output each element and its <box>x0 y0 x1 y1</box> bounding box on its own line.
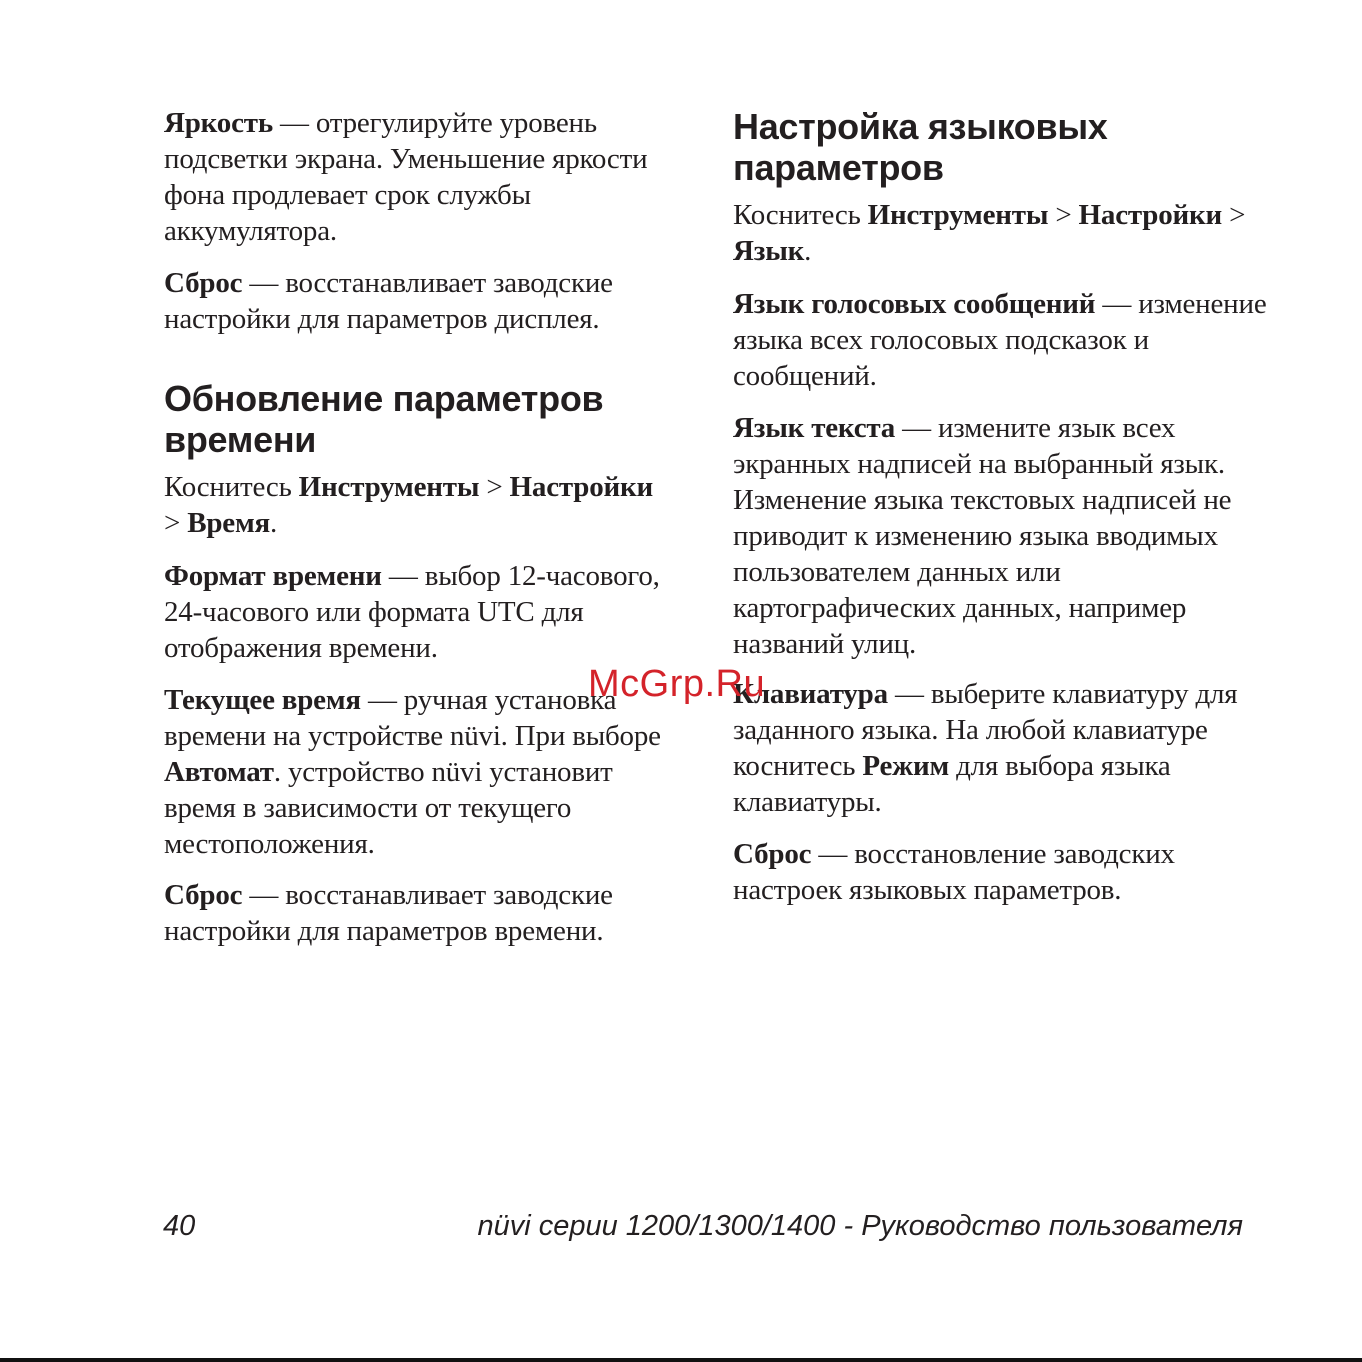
bottom-rule <box>0 1358 1362 1362</box>
time-reset-term: Сброс <box>164 879 243 911</box>
manual-title: nüvi серии 1200/1300/1400 - Руководство пользователя <box>477 1210 1243 1242</box>
page-number: 40 <box>163 1210 196 1242</box>
language-reset-term: Сброс <box>733 838 812 870</box>
language-reset-paragraph: Сброс — восстановление заводских настроек языковых параметров. <box>733 838 1175 906</box>
keyboard-paragraph: Клавиатура — выберите клавиатуру для заданного языка. На любой клавиатуре коснитесь Режим для выбора языка клавиатуры. <box>733 678 1238 818</box>
voice-language-term: Язык голосовых сообщений <box>733 288 1096 320</box>
brightness-term: Яркость <box>164 107 273 139</box>
keyboard-term: Клавиатура <box>733 678 888 710</box>
time-reset-paragraph: Сброс — восстанавливает заводские настройки для параметров времени. <box>164 879 613 947</box>
language-section-heading: Настройка языковых параметров <box>733 106 1108 188</box>
time-section-heading: Обновление параметров времени <box>164 378 604 460</box>
brightness-paragraph: Яркость — отрегулируйте уровень подсветки экрана. Уменьшение яркости фона продлевает срок службы аккумулятора. <box>164 107 648 247</box>
time-nav-path: Коснитесь Инструменты > Настройки > Время. <box>164 471 654 539</box>
voice-language-paragraph: Язык голосовых сообщений — изменение языка всех голосовых подсказок и сообщений. <box>733 288 1267 392</box>
current-time-paragraph: Текущее время — ручная установка времени на устройстве nüvi. При выборе Автомат. устройство nüvi установит время в зависимости от текущего местоположения. <box>164 684 661 860</box>
current-time-term: Текущее время <box>164 684 361 716</box>
watermark: McGrp.Ru <box>588 663 766 705</box>
display-reset-term: Сброс <box>164 267 243 299</box>
time-format-term: Формат времени <box>164 560 382 592</box>
text-language-term: Язык текста <box>733 412 896 444</box>
text-language-paragraph: Язык текста — измените язык всех экранных надписей на выбранный язык. Изменение языка текстовых надписей не приводит к изменению языка вводимых пользователем данных или картографических данных, например названий улиц. <box>733 412 1232 660</box>
language-nav-path: Коснитесь Инструменты > Настройки > Язык. <box>733 199 1246 267</box>
display-reset-paragraph: Сброс — восстанавливает заводские настройки для параметров дисплея. <box>164 267 613 335</box>
time-format-paragraph: Формат времени — выбор 12-часового, 24-часового или формата UTC для отображения времени. <box>164 560 660 664</box>
